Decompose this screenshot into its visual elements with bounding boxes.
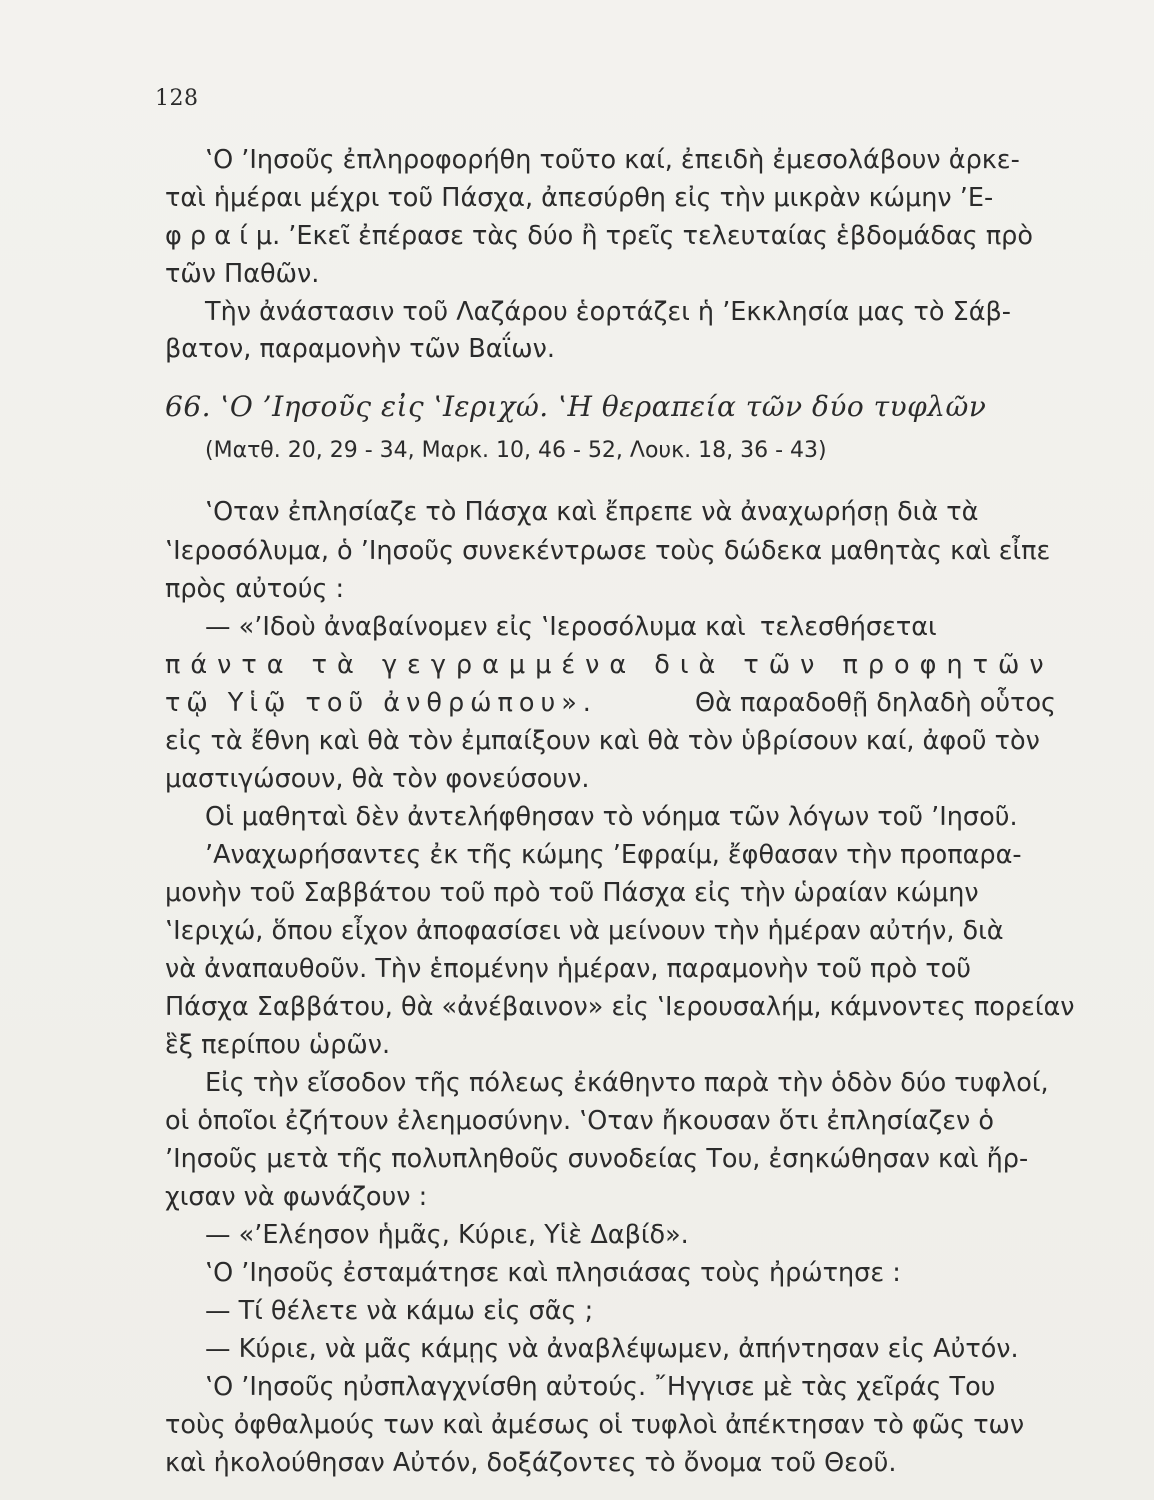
body-line: ‛Ιεριχώ, ὅπου εἶχον ἀποφασίσει νὰ μείνουν τὴν ἡμέραν αὐτήν, διὰ — [165, 916, 1004, 946]
page-number: 128 — [155, 86, 199, 111]
body-line: τοὺς ὀφθαλμούς των καὶ ἀμέσως οἱ τυφλοὶ ἀπέκτησαν τὸ φῶς των — [165, 1410, 1025, 1440]
body-line: εἰς τὰ ἔθνη καὶ θὰ τὸν ἐμπαίξουν καὶ θὰ τὸν ὑβρίσουν καί, ἀφοῦ τὸν — [165, 726, 1040, 756]
spaced-quote-line: τελεσθήσεται — [760, 612, 937, 642]
body-line: νὰ ἀναπαυθοῦν. Τὴν ἑπομένην ἡμέραν, παραμονὴν τοῦ πρὸ τοῦ — [165, 954, 972, 984]
body-line: — «’Ελέησον ἡμᾶς, Κύριε, Υἱὲ Δαβίδ». — [205, 1220, 689, 1250]
section-title: 66. ‛Ο ’Ιησοῦς εἰς ‛Ιεριχώ. ‛Η θεραπεία τῶν δύο τυφλῶν — [165, 390, 987, 423]
body-line: ‛Ο ’Ιησοῦς ἐσταμάτησε καὶ πλησιάσας τοὺς ἠρώτησε : — [205, 1258, 901, 1288]
body-line: ’Ιησοῦς μετὰ τῆς πολυπληθοῦς συνοδείας Του, ἐσηκώθησαν καὶ ἤρ- — [165, 1144, 1029, 1174]
paragraph-line: βατον, παραμονὴν τῶν Βαΐων. — [165, 334, 555, 364]
body-line: χισαν νὰ φωνάζουν : — [165, 1182, 428, 1212]
body-line: — Τί θέλετε νὰ κάμω εἰς σᾶς ; — [205, 1296, 594, 1326]
body-line: πρὸς αὐτούς : — [165, 574, 345, 604]
spaced-quote-line: τῷ Υἱῷ τοῦ ἀνθρώπου». — [165, 688, 597, 718]
body-line: Πάσχα Σαββάτου, θὰ «ἀνέβαινον» εἰς ‛Ιερουσαλήμ, κάμνοντες πορείαν — [165, 992, 1075, 1022]
spaced-quote-line: πάντα τὰ γεγραμμένα διὰ τῶν προφητῶν — [165, 650, 1054, 680]
body-line: Εἰς τὴν εἴσοδον τῆς πόλεως ἐκάθηντο παρὰ τὴν ὁδὸν δύο τυφλοί, — [205, 1068, 1049, 1098]
paragraph-line: τῶν Παθῶν. — [165, 259, 320, 289]
body-line: Θὰ παραδοθῇ δηλαδὴ οὗτος — [695, 688, 1057, 718]
body-line: οἱ ὁποῖοι ἐζήτουν ἐλεημοσύνην. ‛Οταν ἤκουσαν ὅτι ἐπλησίαζεν ὁ — [165, 1106, 994, 1136]
body-line: ‛Οταν ἐπλησίαζε τὸ Πάσχα καὶ ἔπρεπε νὰ ἀναχωρήσῃ διὰ τὰ — [205, 497, 979, 527]
body-line: ‛Ιεροσόλυμα, ὁ ’Ιησοῦς συνεκέντρωσε τοὺς δώδεκα μαθητὰς καὶ εἶπε — [165, 536, 1051, 566]
body-line: ’Αναχωρήσαντες ἐκ τῆς κώμης ’Εφραίμ, ἔφθασαν τὴν προπαρα- — [205, 840, 1022, 870]
body-line: — Κύριε, νὰ μᾶς κάμῃς νὰ ἀναβλέψωμεν, ἀπήντησαν εἰς Αὐτόν. — [205, 1334, 1019, 1364]
paragraph-line: φ ρ α ί μ. ’Εκεῖ ἐπέρασε τὰς δύο ἢ τρεῖς τελευταίας ἑβδομάδας πρὸ — [165, 221, 1033, 251]
paragraph-line: ταὶ ἡμέραι μέχρι τοῦ Πάσχα, ἀπεσύρθη εἰς τὴν μικρὰν κώμην ’Ε- — [165, 183, 994, 213]
body-line: Οἱ μαθηταὶ δὲν ἀντελήφθησαν τὸ νόημα τῶν λόγων τοῦ ’Ιησοῦ. — [205, 802, 1018, 832]
body-line: μαστιγώσουν, θὰ τὸν φονεύσουν. — [165, 764, 590, 794]
paragraph-line: ‛Ο ’Ιησοῦς ἐπληροφορήθη τοῦτο καί, ἐπειδὴ ἐμεσολάβουν ἀρκε- — [205, 145, 1020, 175]
quote-line-start: — «’Ιδοὺ ἀναβαίνομεν εἰς ‛Ιεροσόλυμα καὶ — [205, 612, 746, 642]
body-line: καὶ ἠκολούθησαν Αὐτόν, δοξάζοντες τὸ ὄνομα τοῦ Θεοῦ. — [165, 1448, 897, 1478]
paragraph-line: Τὴν ἀνάστασιν τοῦ Λαζάρου ἑορτάζει ἡ ’Εκκλησία μας τὸ Σάβ- — [205, 297, 1011, 327]
body-line: ‛Ο ’Ιησοῦς ηὐσπλαγχνίσθη αὐτούς. ῎Ηγγισε μὲ τὰς χεῖράς Του — [205, 1372, 996, 1402]
body-line: μονὴν τοῦ Σαββάτου τοῦ πρὸ τοῦ Πάσχα εἰς τὴν ὡραίαν κώμην — [165, 878, 979, 908]
section-references: (Ματθ. 20, 29 - 34, Μαρκ. 10, 46 - 52, Λουκ. 18, 36 - 43) — [205, 438, 827, 463]
body-line: ἓξ περίπου ὡρῶν. — [165, 1030, 391, 1060]
